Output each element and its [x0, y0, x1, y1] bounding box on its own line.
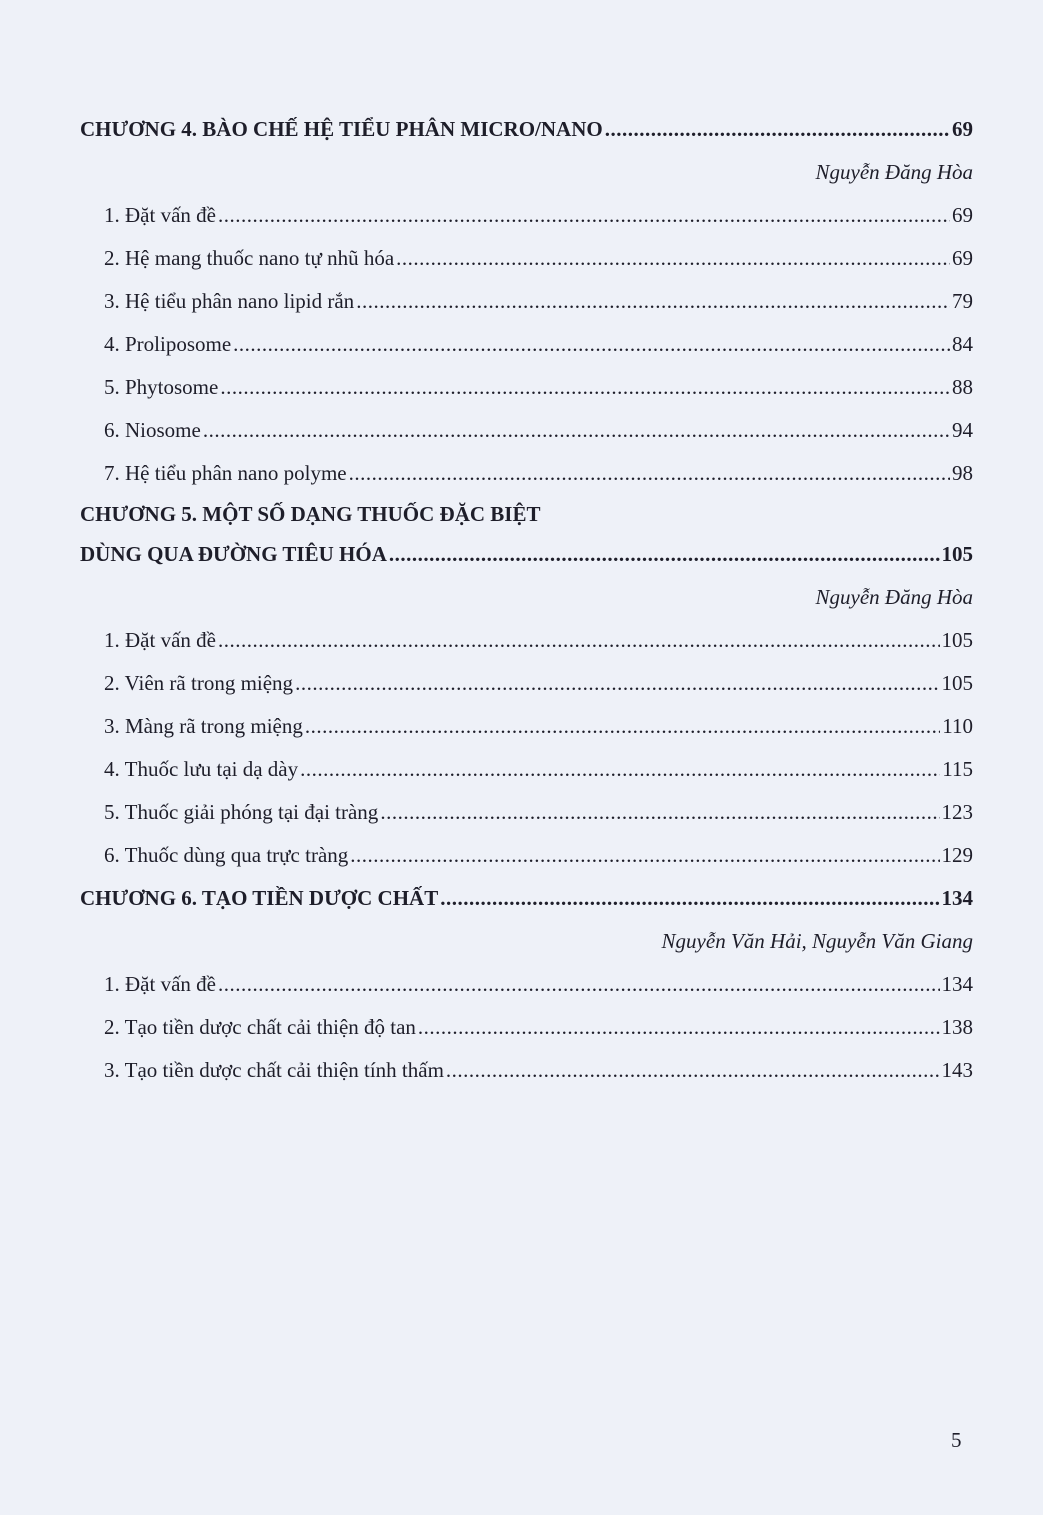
toc-entry[interactable] [80, 834, 973, 877]
entry-label: 3. Hệ tiểu phân nano lipid rắn [104, 289, 355, 313]
leader-dots [440, 877, 939, 920]
toc-entry[interactable] [80, 748, 973, 791]
entry-label: 5. Thuốc giải phóng tại đại tràng [104, 800, 379, 824]
entry-page-number: 105 [941, 671, 973, 695]
toc-entry[interactable] [80, 409, 973, 452]
leader-dots [300, 748, 940, 791]
entry-page-number: 123 [941, 800, 973, 824]
page-number: 5 [951, 1428, 962, 1452]
toc-entry[interactable] [80, 705, 973, 748]
leader-dots [349, 452, 950, 495]
leader-dots [305, 705, 940, 748]
chapter-title: CHƯƠNG 4. BÀO CHẾ HỆ TIỂU PHÂN MICRO/NANO [80, 117, 603, 141]
toc-entry[interactable] [80, 452, 973, 495]
toc-entry[interactable] [80, 1049, 973, 1092]
chapter-heading[interactable] [80, 108, 973, 151]
leader-dots [380, 791, 939, 834]
entry-label: 2. Tạo tiền dược chất cải thiện độ tan [104, 1015, 416, 1039]
leader-dots [218, 619, 940, 662]
chapter-author: Nguyễn Đăng Hòa [815, 585, 973, 609]
leader-dots [389, 533, 940, 576]
leader-dots [350, 834, 939, 877]
toc-entry[interactable] [80, 280, 973, 323]
entry-label: 4. Thuốc lưu tại dạ dày [104, 757, 299, 781]
chapter-title-line-1[interactable]: CHƯƠNG 5. MỘT SỐ DẠNG THUỐC ĐẶC BIỆT [80, 502, 541, 526]
leader-dots [446, 1049, 940, 1092]
entry-page-number: 84 [952, 332, 973, 356]
entry-page-number: 138 [941, 1015, 973, 1039]
entry-label: 2. Viên rã trong miệng [104, 671, 294, 695]
leader-dots [418, 1006, 940, 1049]
chapter-title-line-2: DÙNG QUA ĐƯỜNG TIÊU HÓA [80, 542, 387, 566]
chapter-heading[interactable] [80, 533, 973, 576]
entry-page-number: 94 [952, 418, 973, 442]
chapter-title: CHƯƠNG 6. TẠO TIỀN DƯỢC CHẤT [80, 886, 439, 910]
entry-page-number: 110 [942, 714, 973, 738]
chapter-heading[interactable] [80, 877, 973, 920]
leader-dots [295, 662, 939, 705]
entry-label: 6. Thuốc dùng qua trực tràng [104, 843, 349, 867]
toc-entry[interactable] [80, 194, 973, 237]
leader-dots [396, 237, 950, 280]
leader-dots [203, 409, 950, 452]
entry-page-number: 69 [952, 246, 973, 270]
entry-label: 5. Phytosome [104, 375, 219, 399]
leader-dots [605, 108, 950, 151]
entry-page-number: 143 [941, 1058, 973, 1082]
entry-label: 1. Đặt vấn đề [104, 203, 216, 227]
chapter-author: Nguyễn Đăng Hòa [815, 160, 973, 184]
toc-entry[interactable] [80, 662, 973, 705]
toc-entry[interactable] [80, 619, 973, 662]
entry-label: 1. Đặt vấn đề [104, 628, 216, 652]
entry-page-number: 115 [942, 757, 973, 781]
toc-entry[interactable] [80, 237, 973, 280]
leader-dots [220, 366, 950, 409]
entry-label: 6. Niosome [104, 418, 201, 442]
entry-page-number: 134 [941, 972, 973, 996]
entry-label: 1. Đặt vấn đề [104, 972, 216, 996]
entry-page-number: 98 [952, 461, 973, 485]
toc-entry[interactable] [80, 366, 973, 409]
entry-label: 7. Hệ tiểu phân nano polyme [104, 461, 347, 485]
entry-page-number: 105 [941, 628, 973, 652]
leader-dots [218, 963, 940, 1006]
table-of-contents [80, 108, 973, 1092]
toc-entry[interactable] [80, 963, 973, 1006]
toc-entry[interactable] [80, 1006, 973, 1049]
entry-label: 2. Hệ mang thuốc nano tự nhũ hóa [104, 246, 395, 270]
toc-entry[interactable] [80, 323, 973, 366]
entry-label: 4. Proliposome [104, 332, 232, 356]
leader-dots [356, 280, 950, 323]
entry-page-number: 88 [952, 375, 973, 399]
chapter-page-number: 134 [941, 886, 973, 910]
entry-label: 3. Màng rã trong miệng [104, 714, 303, 738]
leader-dots [233, 323, 950, 366]
leader-dots [218, 194, 950, 237]
toc-entry[interactable] [80, 791, 973, 834]
chapter-author: Nguyễn Văn Hải, Nguyễn Văn Giang [661, 929, 973, 953]
entry-page-number: 79 [952, 289, 973, 313]
entry-page-number: 129 [941, 843, 973, 867]
chapter-page-number: 105 [941, 542, 973, 566]
entry-label: 3. Tạo tiền dược chất cải thiện tính thấm [104, 1058, 444, 1082]
chapter-page-number: 69 [952, 117, 973, 141]
entry-page-number: 69 [952, 203, 973, 227]
